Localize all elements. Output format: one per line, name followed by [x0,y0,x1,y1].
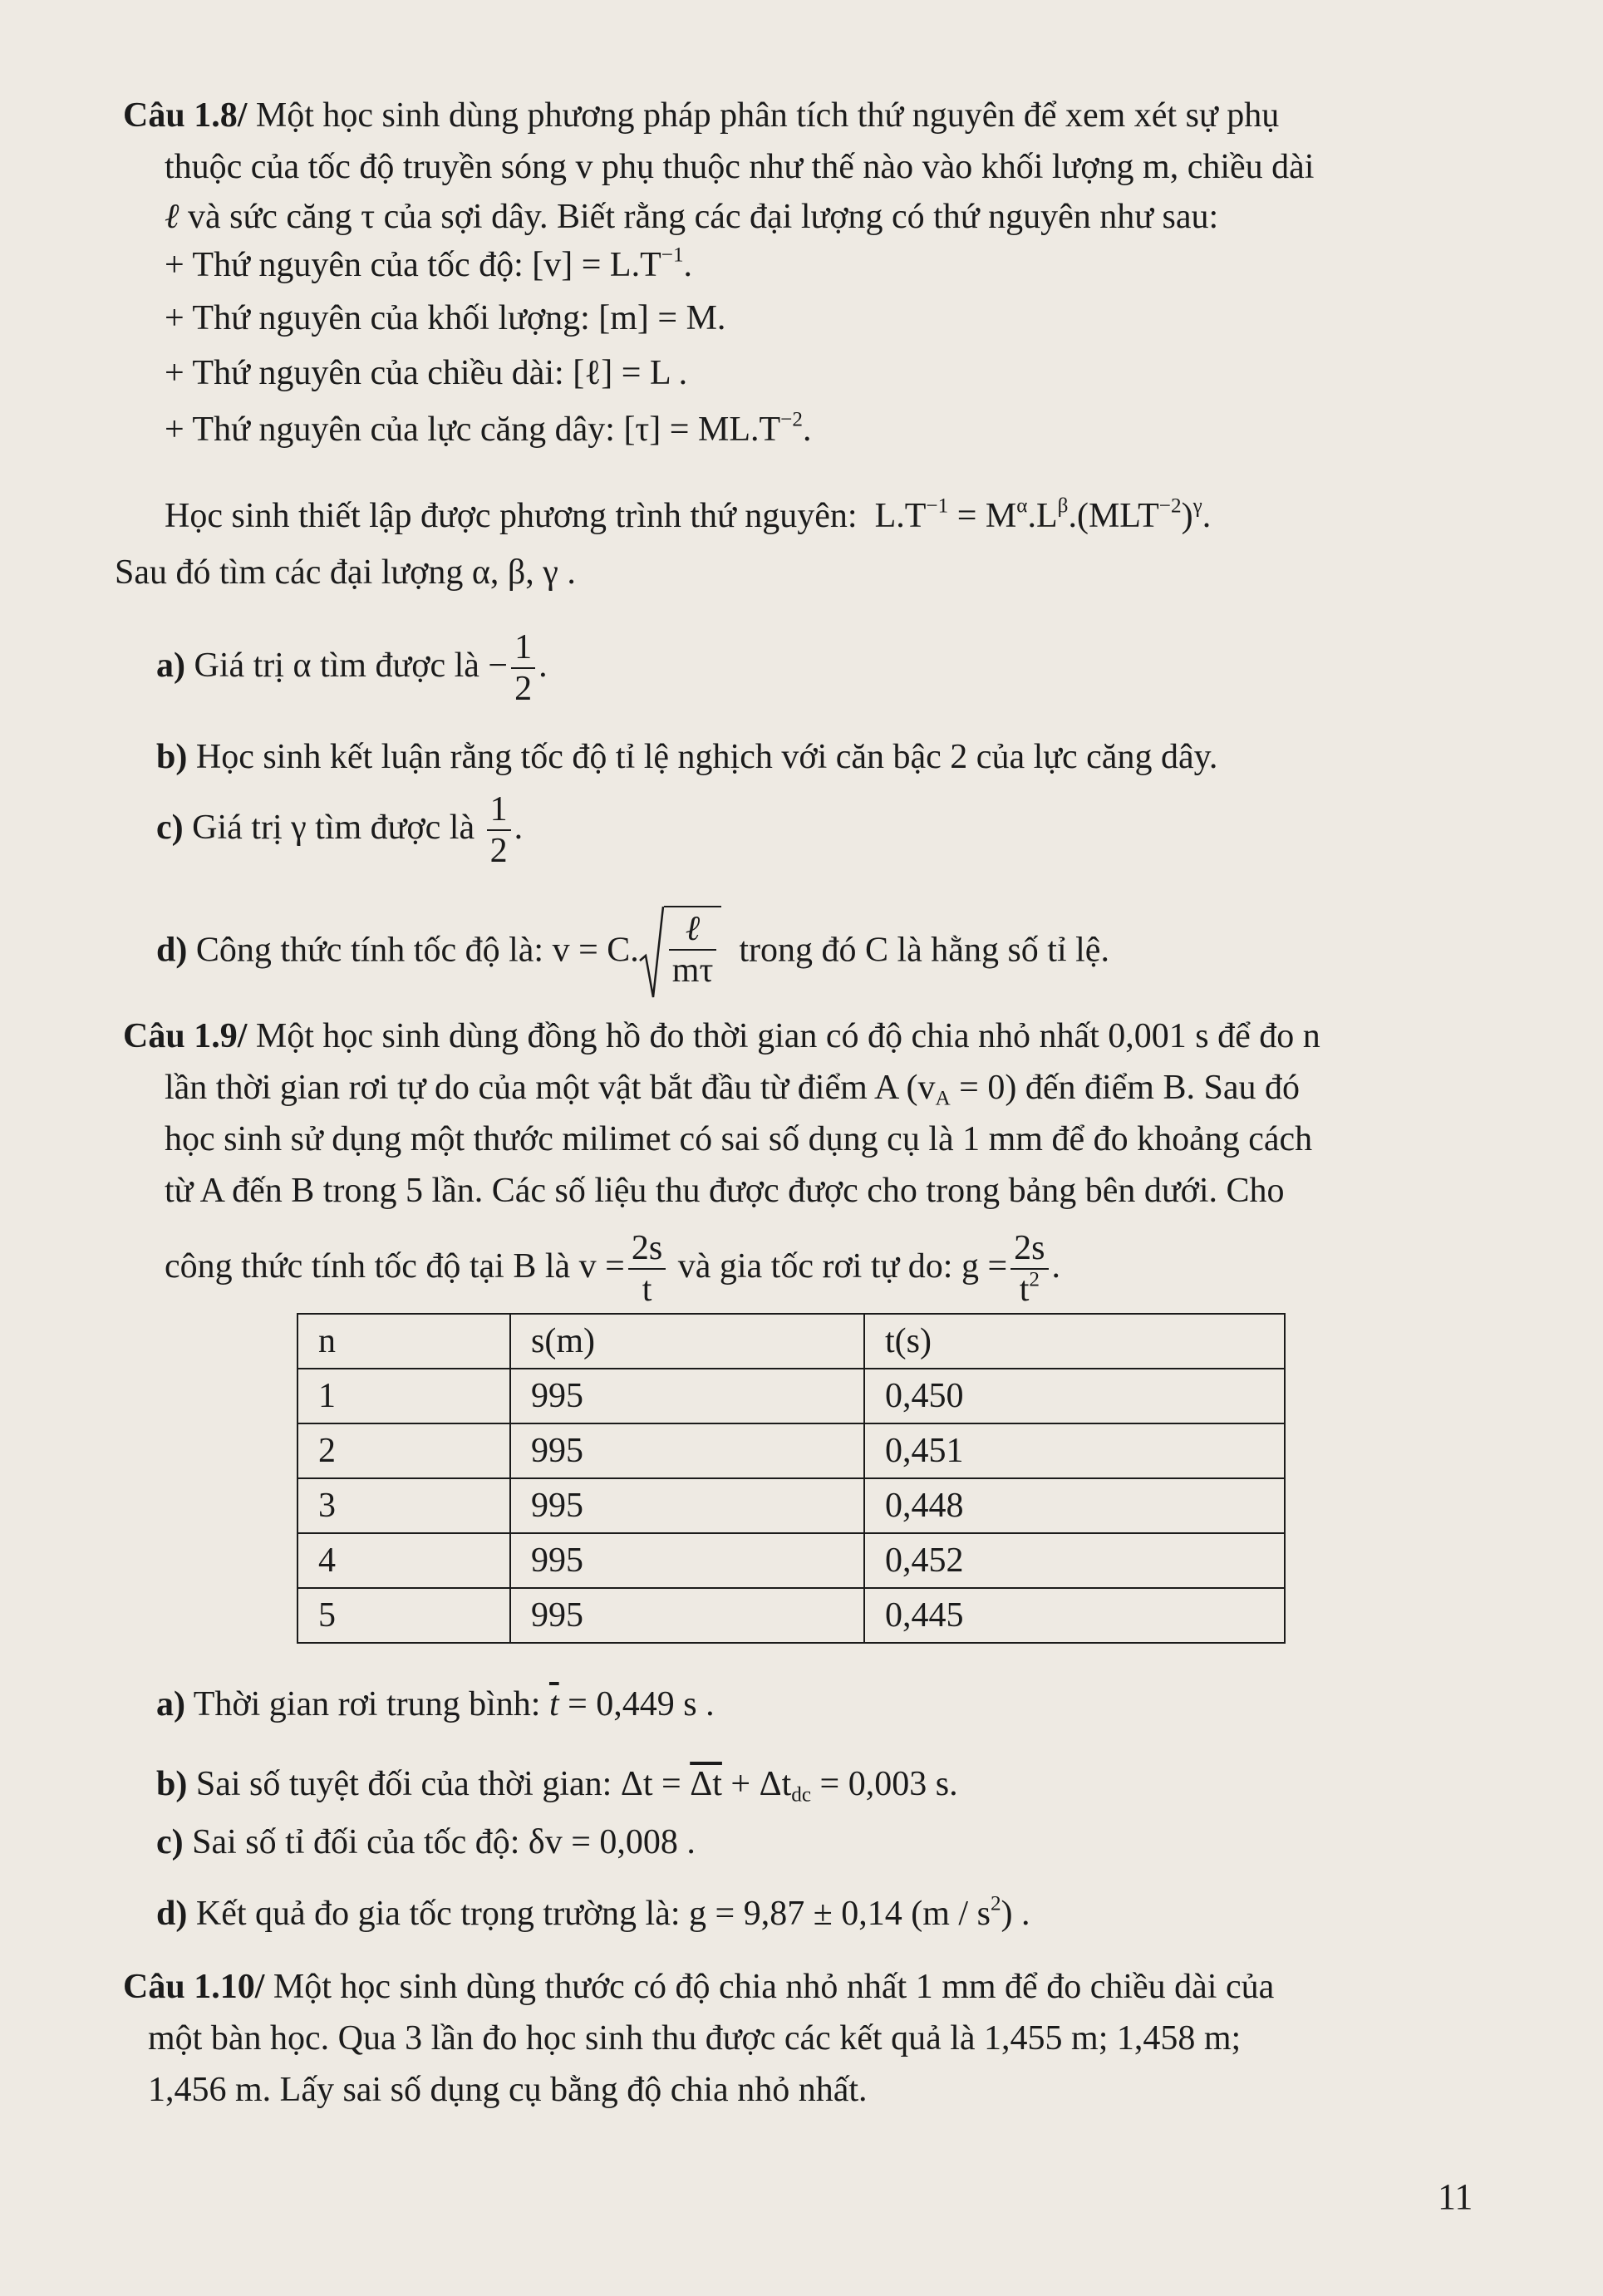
table-cell: 0,452 [864,1533,1285,1588]
fraction: $\frac{1}{2}$ [511,627,535,710]
table-cell: 2 [297,1423,510,1478]
table-row [297,1423,1285,1478]
square-root [639,906,722,1001]
q18-label: Câu 1.8/ [123,96,248,135]
q19-label: Câu 1.9/ [123,1017,248,1055]
table-cell: 995 [510,1369,864,1423]
q110-label: Câu 1.10/ [123,1968,265,2006]
q18-dimension-equation: Học sinh thiết lập được phương trình thứ nguyên: $L.T^{-1} = M^\alpha.L^\beta.(MLT^{-2})^\gamma$. [165,494,1212,535]
q19-line3: học sinh sử dụng một thước milimet có sai số dụng cụ là 1 mm để đo khoảng cách [165,1120,1313,1158]
q18-dim-mass: + Thứ nguyên của khối lượng: [m] = M. [165,299,726,337]
table-row [297,1533,1285,1588]
table-cell: 0,450 [864,1369,1285,1423]
table-cell: 3 [297,1478,510,1533]
q18-statement-c: c) Giá trị γ tìm được là $\frac{1}{2}$ . [156,790,524,871]
table-cell: 995 [510,1423,864,1478]
q19-statement-d: d) Kết quả đo gia tốc trọng trường là: g = 9,87 ± 0,14 $(m / s^2)$ . [156,1892,1030,1933]
q19-statement-c: c) Sai số tỉ đối của tốc độ: δv = 0,008 . [156,1823,696,1861]
table-header-cell: n [297,1314,510,1369]
table-cell: 0,448 [864,1478,1285,1533]
q110-line1: Câu 1.10/ Một học sinh dùng thước có độ chia nhỏ nhất 1 mm để đo chiều dài của [123,1968,1275,2006]
q19-line4: từ A đến B trong 5 lần. Các số liệu thu được được cho trong bảng bên dưới. Cho [165,1172,1285,1210]
q18-dim-speed: + Thứ nguyên của tốc độ: $[v] = L.T^{-1}$. [165,243,693,284]
table-header-cell: s(m) [510,1314,864,1369]
q18-dim-tension: + Thứ nguyên của lực căng dây: $[\tau] = ML.T^{-2}$. [165,408,812,449]
table-row [297,1369,1285,1423]
radical-sign-icon [639,906,664,1001]
q18-statement-a: a) Giá trị α tìm được là − $\frac{1}{2}$ . [156,628,548,709]
q110-line3: 1,456 m. Lấy sai số dụng cụ bằng độ chia nhỏ nhất. [148,2071,868,2109]
q19-statement-a: a) Thời gian rơi trung bình: $\overline{t} = 0,449$ s . [156,1685,715,1723]
table-header-cell: t(s) [864,1314,1285,1369]
q18-line3: ℓ và sức căng τ của sợi dây. Biết rằng các đại lượng có thứ nguyên như sau: [165,198,1219,236]
table-cell: 4 [297,1533,510,1588]
q19-line1: Câu 1.9/ Một học sinh dùng đồng hồ đo thời gian có độ chia nhỏ nhất 0,001 s để đo n [123,1017,1320,1055]
q19-line2: lần thời gian rơi tự do của một vật bắt đầu từ điểm A $(v_A = 0)$ đến điểm B. Sau đó [165,1069,1300,1110]
table-cell: 995 [510,1478,864,1533]
fraction: $\frac{2s}{t}$ [628,1228,666,1310]
fraction: $\frac{1}{2}$ [487,789,511,872]
q18-line2: thuộc của tốc độ truyền sóng v phụ thuộc như thế nào vào khối lượng m, chiều dài [165,148,1315,186]
fraction: $\frac{2s}{t^2}$ [1010,1228,1048,1310]
q19-line5-formulas: công thức tính tốc độ tại B là v = $\frac{2s}{t}$ và gia tốc rơi tự do: g = $\frac{2s}{t^2}$ . [165,1229,1060,1310]
table-cell: 0,451 [864,1423,1285,1478]
table-cell: 995 [510,1588,864,1643]
q18-find-quantities: Sau đó tìm các đại lượng α, β, γ . [115,553,576,592]
q110-line2: một bàn học. Qua 3 lần đo học sinh thu được các kết quả là 1,455 m; 1,458 m; [148,2019,1242,2058]
measurement-table [297,1313,1286,1644]
table-cell: 0,445 [864,1588,1285,1643]
q18-dim-length: + Thứ nguyên của chiều dài: [ℓ] = L . [165,354,688,392]
q18-statement-d: d) Công thức tính tốc độ là: v = C. $\frac{\text{ℓ}}{m\tau}$ trong đó C là hằng số tỉ lệ. [156,906,1109,1001]
q19-statement-b: b) Sai số tuyệt đối của thời gian: $\Delta t = \overline{\Delta t} + \Delta t_{dc} = 0,003$ s. [156,1765,958,1807]
q18-line1: Câu 1.8/ Một học sinh dùng phương pháp phân tích thứ nguyên để xem xét sự phụ [123,96,1280,135]
table-header-row [297,1314,1285,1369]
table-row [297,1588,1285,1643]
table-cell: 995 [510,1533,864,1588]
q18-statement-b: b) Học sinh kết luận rằng tốc độ tỉ lệ nghịch với căn bậc 2 của lực căng dây. [156,738,1218,776]
table-row [297,1478,1285,1533]
table-cell: 5 [297,1588,510,1643]
page-number: 11 [1438,2176,1473,2217]
fraction: $\frac{\text{ℓ}}{m\tau}$ [669,909,717,991]
table-cell: 1 [297,1369,510,1423]
